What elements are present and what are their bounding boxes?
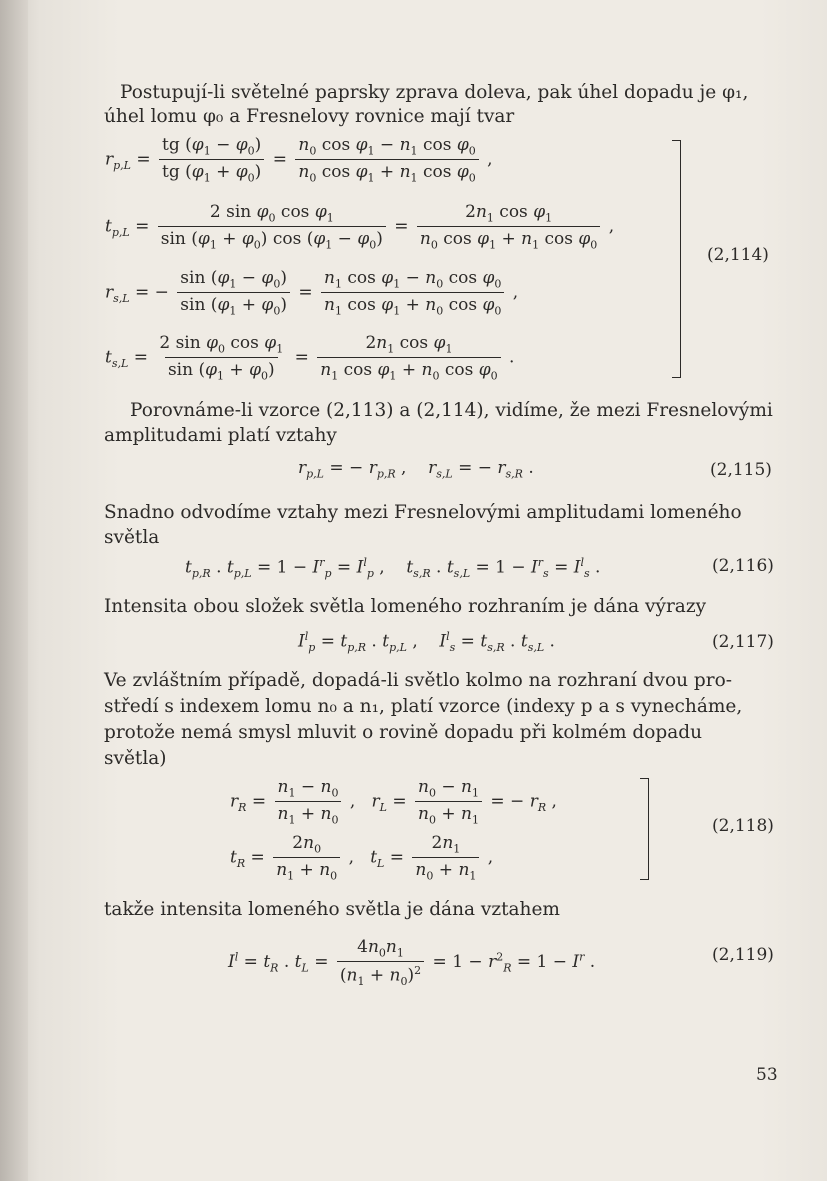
eq-117-number: (2,117)	[712, 632, 774, 652]
eq-117: $I^l_p = t_{p,R}$ . $t_{p,L}$ , $I^l_s = t_{s,R}$ . $t_{s,L}$ .	[298, 630, 555, 655]
page-number: 53	[756, 1065, 778, 1085]
eq-119: $I^l = t_R$ . $t_L$ = $\frac{4n_0n_1}{(n_1 + n_0)^2}$ = $1 - r^2_R = 1 - I^r$ .	[228, 937, 596, 989]
paragraph-4: Intensita obou složek světla lomeného rozhraním je dána výrazy	[104, 596, 707, 617]
eq-116: $t_{p,R}$ . $t_{p,L} = 1 - I^r_p = I^l_p$ , $t_{s,R}$ . $t_{s,L} = 1 - I^r_s = I^l_s$ .	[185, 556, 601, 581]
book-spine-shadow	[0, 0, 28, 1181]
eq-115-number: (2,115)	[710, 460, 772, 480]
paragraph-1-line-2: úhel lomu φ₀ a Fresnelovy rovnice mají tvar	[104, 106, 515, 127]
eq-118-number: (2,118)	[712, 816, 774, 836]
eq-114-line-1: $r_{p,L}$ = $\frac{tg (\varphi_1 - \varphi_0)}{tg (\varphi_1 + \varphi_0)}$ = $\frac{n_0 \cos \varphi_1 - n_1 \cos \varphi_0}{n_0 \cos \varphi_1 + n_1 \cos \varphi_0}$ ,	[105, 135, 493, 185]
eq-114-number: (2,114)	[707, 245, 769, 265]
paragraph-2-line-2: amplitudami platí vztahy	[104, 425, 337, 446]
paragraph-3-line-2: světla	[104, 527, 160, 548]
paragraph-5-line-4: světla)	[104, 748, 167, 769]
paragraph-5-line-1: Ve zvláštním případě, dopadá-li světlo kolmo na rozhraní dvou pro-	[104, 670, 732, 691]
paragraph-3-line-1: Snadno odvodíme vztahy mezi Fresnelovými amplitudami lomeného	[104, 502, 742, 523]
eq-115: $r_{p,L}$ = − $r_{p,R}$ , $r_{s,L}$ = − $r_{s,R}$ .	[298, 458, 534, 481]
eq-118-line-2: $t_R$ = $\frac{2n_0}{n_1 + n_0}$ , $t_L$ = $\frac{2n_1}{n_0 + n_1}$ ,	[230, 833, 494, 883]
paragraph-5-line-2: středí s indexem lomu n₀ a n₁, platí vzorce (indexy p a s vynecháme,	[104, 696, 743, 717]
paragraph-5-line-3: protože nemá smysl mluvit o rovině dopadu při kolmém dopadu	[104, 722, 702, 743]
eq-116-number: (2,116)	[712, 556, 774, 576]
eq-119-number: (2,119)	[712, 945, 774, 965]
eq-114-line-3: $r_{s,L}$ = − $\frac{\sin (\varphi_1 - \varphi_0)}{\sin (\varphi_1 + \varphi_0)}$ = $\frac{n_1 \cos \varphi_1 - n_0 \cos \varphi_0}{n_1 \cos \varphi_1 + n_0 \cos \varphi_0}$ ,	[105, 268, 519, 318]
eq-118-line-1: $r_R$ = $\frac{n_1 - n_0}{n_1 + n_0}$ , $r_L$ = $\frac{n_0 - n_1}{n_0 + n_1}$ = − $r_R$ ,	[230, 777, 557, 827]
eq-114-line-2: $t_{p,L}$ = $\frac{2 \sin \varphi_0 \cos \varphi_1}{\sin (\varphi_1 + \varphi_0) \cos (\varphi_1 - \varphi_0)}$ = $\frac{2n_1 \cos \varphi_1}{n_0 \cos \varphi_1 + n_1 \cos \varphi_0}$ ,	[105, 202, 615, 252]
eq-114-brace	[672, 140, 681, 378]
paragraph-2-line-1: Porovnáme-li vzorce (2,113) a (2,114), vidíme, že mezi Fresnelovými	[130, 400, 773, 421]
paragraph-6: takže intensita lomeného světla je dána vztahem	[104, 899, 560, 920]
eq-114-line-4: $t_{s,L}$ = $\frac{2 \sin \varphi_0 \cos \varphi_1}{\sin (\varphi_1 + \varphi_0)}$ = $\frac{2n_1 \cos \varphi_1}{n_1 \cos \varphi_1 + n_0 \cos \varphi_0}$ .	[105, 333, 515, 383]
eq-118-brace	[640, 778, 649, 880]
paragraph-1-line-1: Postupují-li světelné paprsky zprava doleva, pak úhel dopadu je φ₁,	[120, 82, 749, 103]
